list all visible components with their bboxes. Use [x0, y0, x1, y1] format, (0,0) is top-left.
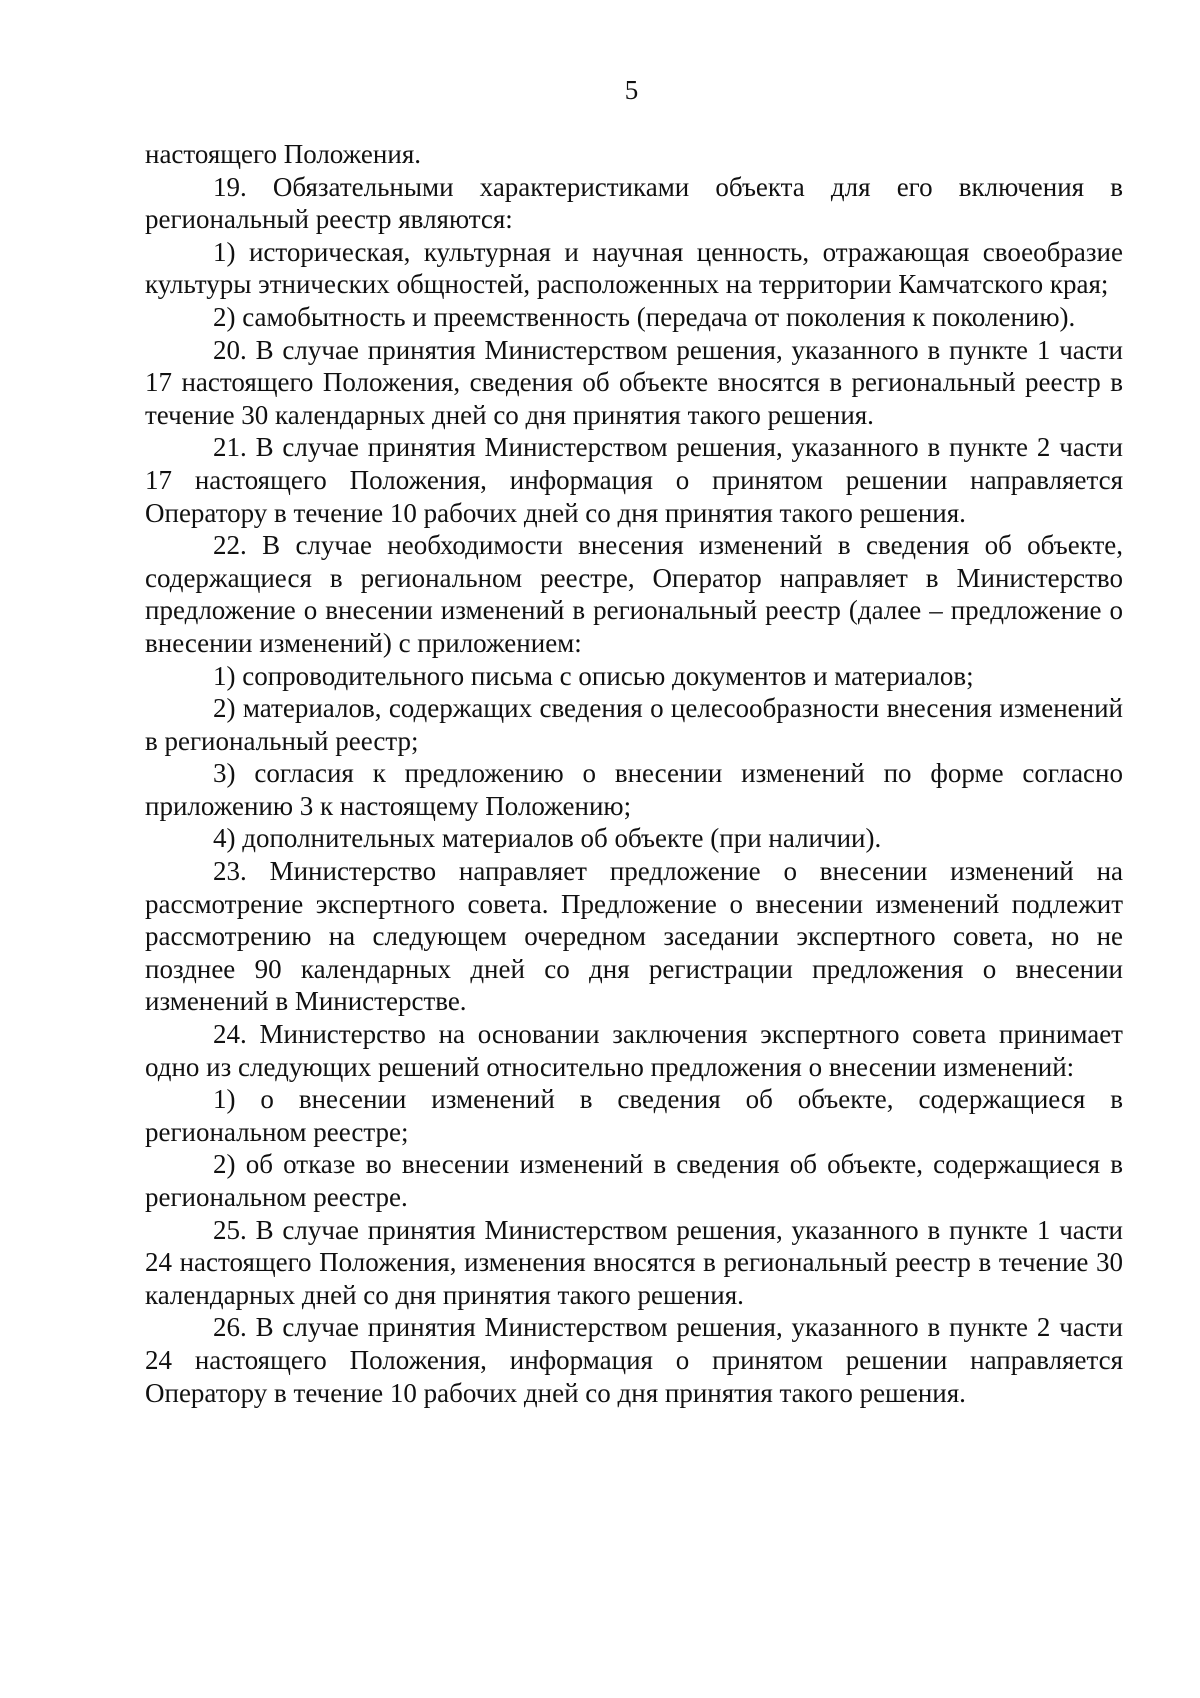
page-number: 5 — [624, 75, 639, 105]
paragraph-20: 20. В случае принятия Министерством решения, указанного в пункте 1 части 17 настоящего Положения, сведения об объекте вносятся в региональный реестр в течение 30 календарных дней со дня принятия такого решения. — [145, 334, 1123, 430]
paragraph-25: 25. В случае принятия Министерством решения, указанного в пункте 1 части 24 настоящего Положения, изменения вносятся в региональный реестр в течение 30 календарных дней со дня принятия такого решения. — [145, 1214, 1123, 1310]
paragraph-19-item-1: 1) историческая, культурная и научная ценность, отражающая своеобразие культуры этнических общностей, расположенных на территории Камчатского края; — [145, 236, 1123, 300]
paragraph-24-item-2: 2) об отказе во внесении изменений в сведения об объекте, содержащиеся в региональном реестре. — [145, 1149, 1123, 1212]
paragraph-22-item-1: 1) сопроводительного письма с описью документов и материалов; — [213, 660, 974, 691]
paragraph-23: 23. Министерство направляет предложение о внесении изменений на рассмотрение экспертного совета. Предложение о внесении изменений подлежит рассмотрению на следующем очередном заседании экспертного совета, но не позднее 90 календарных дней со дня регистрации предложения о внесении изменений в Министерстве. — [145, 856, 1123, 1017]
paragraph-24-item-1: 1) о внесении изменений в сведения об объекте, содержащиеся в региональном реестре; — [145, 1084, 1123, 1147]
paragraph-24: 24. Министерство на основании заключения экспертного совета принимает одно из следующих решений относительно предложения о внесении изменений: — [145, 1019, 1123, 1082]
paragraph-21: 21. В случае принятия Министерством решения, указанного в пункте 2 части 17 настоящего Положения, информация о принятом решении направляется Оператору в течение 10 рабочих дней со дня принятия такого решения. — [145, 432, 1123, 528]
paragraph-19-item-2: 2) самобытность и преемственность (передача от поколения к поколению). — [213, 301, 1076, 332]
paragraph-22-item-4: 4) дополнительных материалов об объекте (при наличии). — [213, 823, 882, 854]
paragraph-22: 22. В случае необходимости внесения изменений в сведения об объекте, содержащиеся в региональном реестре, Оператор направляет в Министерство предложение о внесении изменений в региональный реестр (далее – предложение о внесении изменений) с приложением: — [145, 530, 1123, 658]
paragraph-22-item-2: 2) материалов, содержащих сведения о целесообразности внесения изменений в региональный реестр; — [145, 693, 1123, 756]
paragraph-26: 26. В случае принятия Министерством решения, указанного в пункте 2 части 24 настоящего Положения, информация о принятом решении направляется Оператору в течение 10 рабочих дней со дня принятия такого решения. — [145, 1312, 1123, 1408]
document-body — [145, 138, 1123, 1409]
paragraph-22-item-3: 3) согласия к предложению о внесении изменений по форме согласно приложению 3 к настоящему Положению; — [145, 758, 1123, 821]
paragraph-continuation: настоящего Положения. — [145, 139, 421, 169]
paragraph-19: 19. Обязательными характеристиками объекта для его включения в региональный реестр являются: — [145, 171, 1123, 235]
